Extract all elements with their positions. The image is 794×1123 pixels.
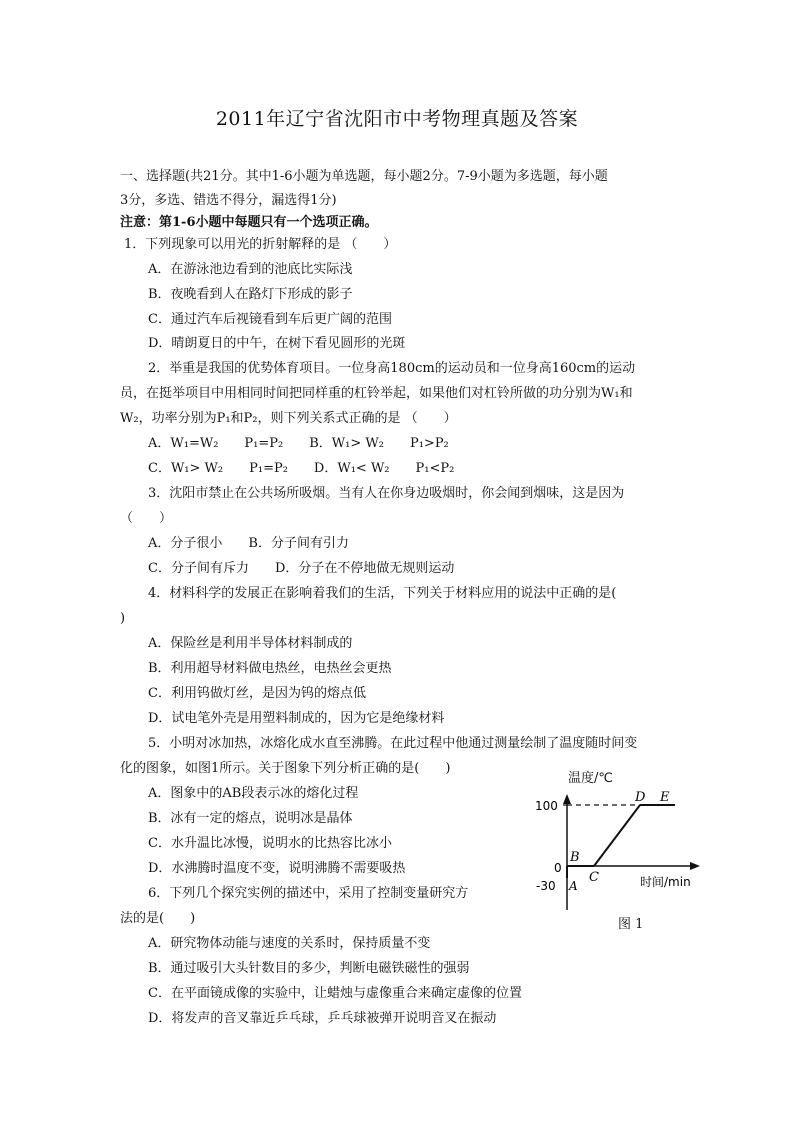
page-title: 2011年辽宁省沈阳市中考物理真题及答案 — [215, 108, 579, 130]
y-axis-arrow — [563, 794, 571, 804]
point-label-a: A — [569, 879, 578, 893]
q6-option-a: A．研究物体动能与速度的关系时，保持质量不变 — [148, 936, 431, 951]
q2-stem-line2: 员，在挺举项目中用相同时间把同样重的杠铃举起，如果他们对杠铃所做的功分别为W₁和 — [120, 386, 633, 401]
q5-option-d: D．水沸腾时温度不变，说明沸腾不需要吸热 — [148, 861, 406, 876]
point-label-b: B — [570, 850, 580, 865]
y-tick-label-100: 100 — [535, 799, 558, 813]
q1-option-a: A．在游泳池边看到的池底比实际浅 — [148, 262, 353, 277]
section-heading-line1: 一、选择题(共21分。其中1-6小题为单选题，每小题2分。7-9小题为多选题，每小题 — [120, 169, 608, 184]
x-axis-label: 时间/min — [640, 875, 691, 889]
q6-option-b: B．通过吸引大头针数目的多少，判断电磁铁磁性的强弱 — [148, 961, 470, 976]
q5-stem-line1: 5．小明对冰加热，冰熔化成水直至沸腾。在此过程中他通过测量绘制了温度随时间变 — [148, 736, 638, 751]
q6-option-c: C．在平面镜成像的实验中，让蜡烛与虚像重合来确定虚像的位置 — [148, 986, 522, 1001]
q5-option-a: A．图象中的AB段表示冰的熔化过程 — [148, 786, 359, 801]
q1-stem: 1．下列现象可以用光的折射解释的是 （ ） — [124, 237, 397, 252]
y-axis-title: 温度/℃ — [568, 771, 613, 786]
q2-options-ab: A．W₁=W₂ P₁=P₂ B．W₁> W₂ P₁>P₂ — [148, 436, 449, 451]
q6-stem-line2: 法的是( ) — [120, 911, 196, 926]
q3-stem-line1: 3．沈阳市禁止在公共场所吸烟。当有人在你身边吸烟时，你会闻到烟味，这是因为 — [148, 486, 625, 501]
q6-stem-line1: 6．下列几个探究实例的描述中，采用了控制变量研究方 — [148, 886, 469, 901]
figure-temperature-graph — [532, 790, 712, 930]
section-heading-line2: 3分，多选、错选不得分，漏选得1分) — [120, 193, 337, 208]
q3-options-ab: A．分子很小 B．分子间有引力 — [148, 536, 349, 551]
q3-stem-line2: （ ） — [120, 511, 173, 526]
q4-stem-line2: ) — [120, 611, 126, 626]
q4-option-c: C．利用钨做灯丝，是因为钨的熔点低 — [148, 686, 366, 701]
q2-stem-line1: 2．举重是我国的优势体育项目。一位身高180cm的运动员和一位身高160cm的运动 — [148, 361, 636, 376]
point-label-c: C — [589, 870, 599, 885]
q2-stem-line3: W₂，功率分别为P₁和P₂，则下列关系式正确的是 （ ） — [120, 411, 457, 426]
q5-option-b: B．冰有一定的熔点，说明冰是晶体 — [148, 811, 353, 826]
point-label-e: E — [660, 790, 670, 805]
q5-option-c: C．水升温比冰慢，说明水的比热容比冰小 — [148, 836, 392, 851]
q3-options-cd: C．分子间有斥力 D．分子在不停地做无规则运动 — [148, 561, 455, 576]
q4-option-b: B．利用超导材料做电热丝，电热丝会更热 — [148, 661, 392, 676]
q4-option-d: D．试电笔外壳是用塑料制成的，因为它是绝缘材料 — [148, 711, 445, 726]
q5-stem-line2: 化的图象，如图1所示。关于图象下列分析正确的是( ) — [120, 761, 451, 776]
q1-option-b: B．夜晚看到人在路灯下形成的影子 — [148, 287, 353, 302]
segment-cd — [594, 805, 640, 866]
x-axis-arrow — [690, 862, 700, 870]
q4-option-a: A．保险丝是利用半导体材料制成的 — [148, 636, 353, 651]
figure-caption: 图 1 — [618, 917, 644, 932]
section-note: 注意：第1-6小题中每题只有一个选项正确。 — [120, 215, 378, 230]
point-label-d: D — [635, 790, 646, 805]
graph-svg — [532, 790, 712, 930]
q1-option-c: C．通过汽车后视镜看到车后更广阔的范围 — [148, 312, 392, 327]
q2-options-cd: C．W₁> W₂ P₁=P₂ D．W₁< W₂ P₁<P₂ — [148, 461, 455, 476]
q6-option-d: D．将发声的音叉靠近乒乓球，乒乓球被弹开说明音叉在振动 — [148, 1011, 497, 1026]
y-tick-label-neg30: -30 — [536, 879, 556, 893]
y-tick-label-0: 0 — [554, 861, 562, 875]
q1-option-d: D．晴朗夏日的中午，在树下看见圆形的光斑 — [148, 336, 406, 351]
q4-stem-line1: 4．材料科学的发展正在影响着我们的生活，下列关于材料应用的说法中正确的是( — [148, 586, 617, 601]
